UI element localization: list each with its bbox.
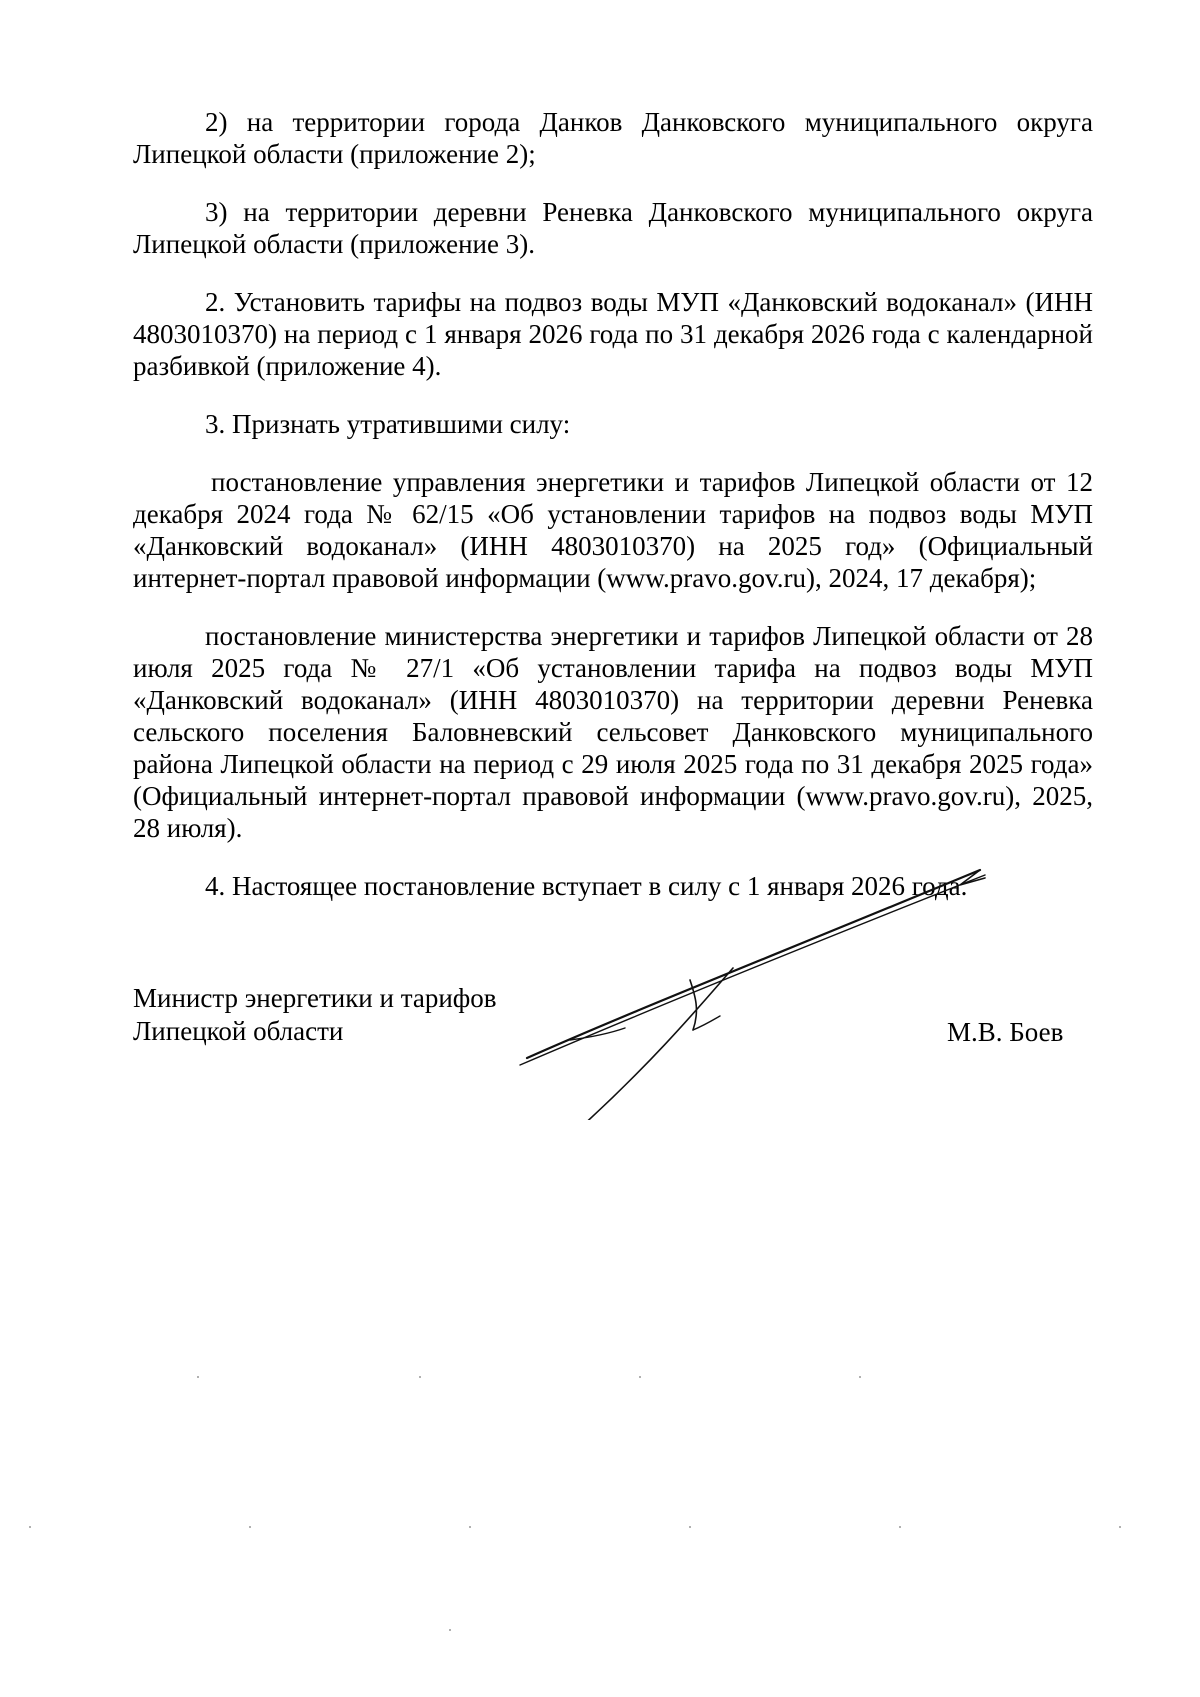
handwritten-signature — [515, 860, 995, 1120]
paragraph-repealed-resolution-1: постановление управления энергетики и тарифов Липецкой области от 12 декабря 2024 года № 62/15 «Об установлении тарифов на подвоз воды МУП «Данковский водоканал» (ИНН 4803010370) на 2025 год» (Официальный интернет-портал правовой информации (www.pravo.gov.ru), 2024, 17 декабря); — [133, 467, 1093, 593]
paragraph-clause-2-tariffs: 2. Установить тарифы на подвоз воды МУП «Данковский водоканал» (ИНН 4803010370) на период с 1 января 2026 года по 31 декабря 2026 года с календарной разбивкой (приложение 4). — [133, 287, 1093, 381]
paragraph-clause-3-repeal: 3. Признать утратившими силу: — [205, 409, 571, 439]
signatory-title-line-1: Министр энергетики и тарифов — [133, 983, 497, 1013]
paragraph-clause-4-effective-date: 4. Настоящее постановление вступает в силу с 1 января 2026 года. — [205, 871, 968, 901]
signatory-title-line-2: Липецкой области — [133, 1016, 344, 1046]
signatory-title — [133, 982, 497, 1048]
document-body — [133, 106, 1093, 902]
paragraph-item-3-village-renevka: 3) на территории деревни Реневка Данковского муниципального округа Липецкой области (приложение 3). — [133, 197, 1093, 259]
paragraph-repealed-resolution-2: постановление министерства энергетики и тарифов Липецкой области от 28 июля 2025 года № 27/1 «Об установлении тарифа на подвоз воды МУП «Данковский водоканал» (ИНН 4803010370) на территории деревни Реневка сельского поселения Баловневский сельсовет Данковского муниципального района Липецкой области на период с 29 июля 2025 года по 31 декабря 2025 года» (Официальный интернет-портал правовой информации (www.pravo.gov.ru), 2025, 28 июля). — [133, 621, 1093, 843]
paragraph-item-2-city-dankov: 2) на территории города Данков Данковского муниципального округа Липецкой области (приложение 2); — [133, 107, 1093, 169]
signatory-name: М.В. Боев — [947, 1017, 1064, 1047]
